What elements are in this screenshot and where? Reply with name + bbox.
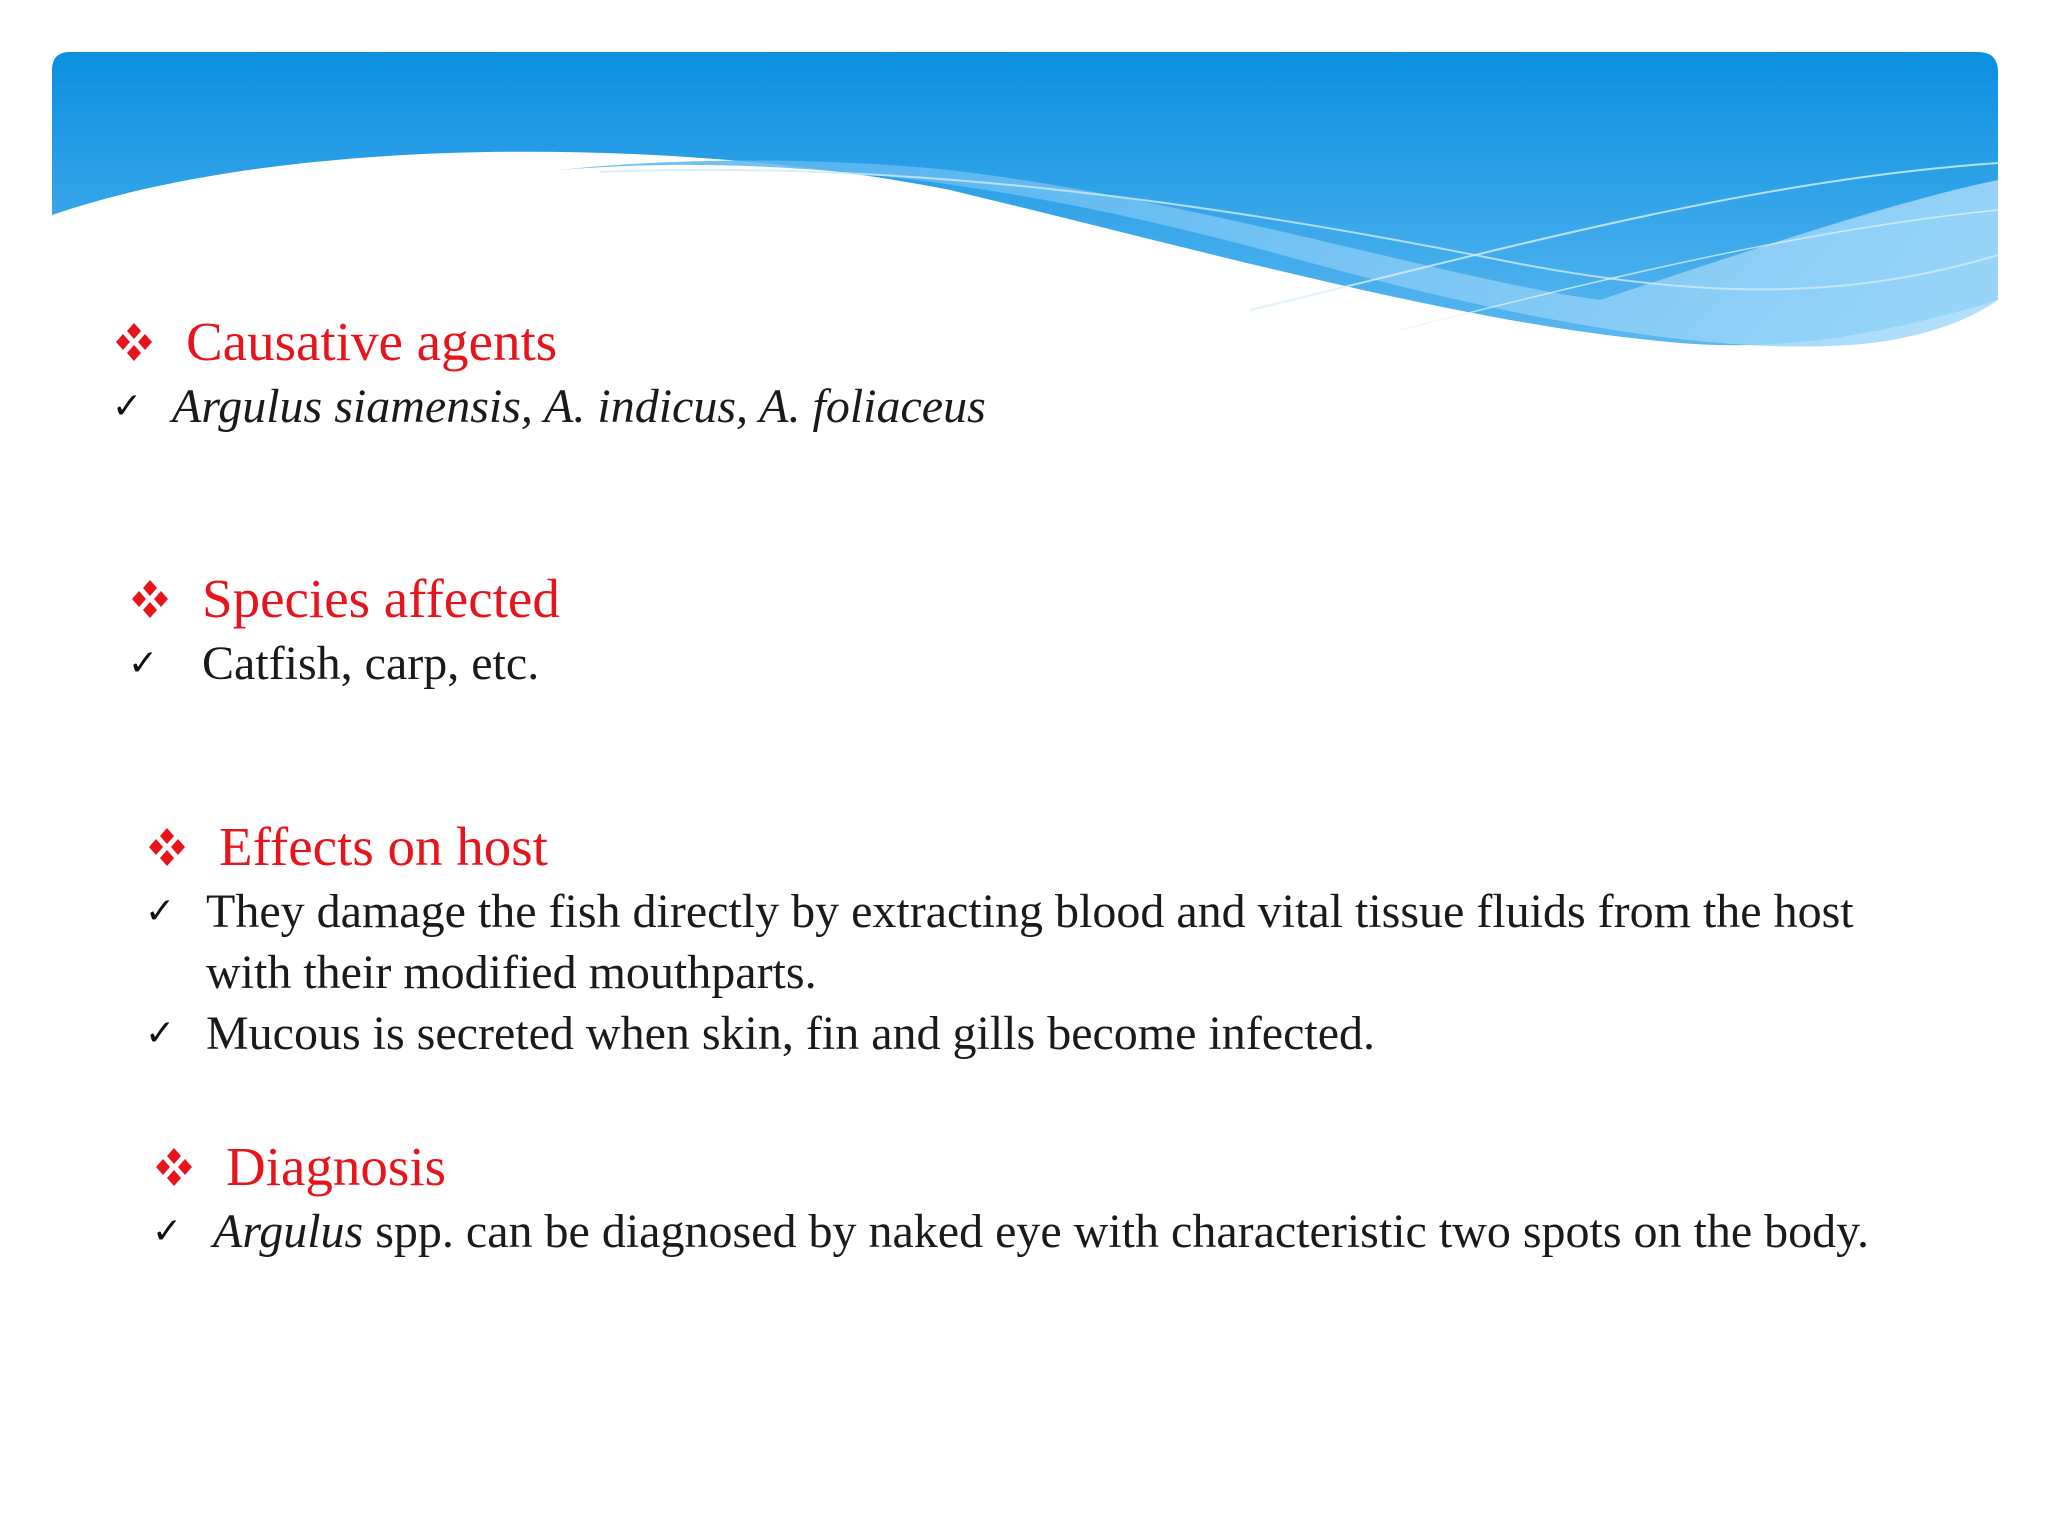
checkmark-icon: ✓: [145, 891, 176, 932]
bullet-text: Argulus siamensis, A. indicus, A. foliaceus: [172, 380, 986, 433]
diamond-cluster-icon: [128, 577, 172, 621]
diamond-cluster-icon: [152, 1145, 196, 1189]
section-effects-on-host: [145, 815, 1905, 1064]
diamond-cluster-icon: [145, 825, 189, 869]
section-heading: [145, 815, 1905, 879]
bullet-text: [213, 1201, 1912, 1262]
bullet-text-rest: spp. can be diagnosed by naked eye with characteristic two spots on the body.: [363, 1205, 1870, 1258]
heading-text: Species affected: [202, 568, 560, 629]
section-diagnosis: [152, 1135, 1912, 1262]
checkmark-icon: ✓: [145, 1013, 176, 1054]
bullet-text: Catfish, carp, etc.: [202, 637, 540, 690]
heading-text: Causative agents: [186, 311, 558, 372]
checkmark-icon: ✓: [128, 643, 159, 684]
section-heading: [128, 567, 1978, 631]
list-item: [152, 1201, 1912, 1262]
genus-name: Argulus: [213, 1205, 364, 1258]
section-causative-agents: [112, 310, 1962, 437]
checkmark-icon: ✓: [152, 1211, 183, 1252]
bullet-text: They damage the fish directly by extracting blood and vital tissue fluids from the host with their modified mouthparts.: [206, 885, 1854, 999]
checkmark-icon: ✓: [112, 386, 143, 427]
section-heading: [152, 1135, 1912, 1199]
list-item: [112, 376, 1962, 437]
heading-text: Effects on host: [219, 816, 548, 877]
section-heading: [112, 310, 1962, 374]
list-item: [128, 633, 1978, 694]
list-item: [145, 881, 1905, 1003]
section-species-affected: [128, 567, 1978, 694]
bullet-text: Mucous is secreted when skin, fin and gills become infected.: [206, 1007, 1376, 1060]
diamond-cluster-icon: [112, 320, 156, 364]
heading-text: Diagnosis: [226, 1136, 446, 1197]
list-item: [145, 1003, 1905, 1064]
